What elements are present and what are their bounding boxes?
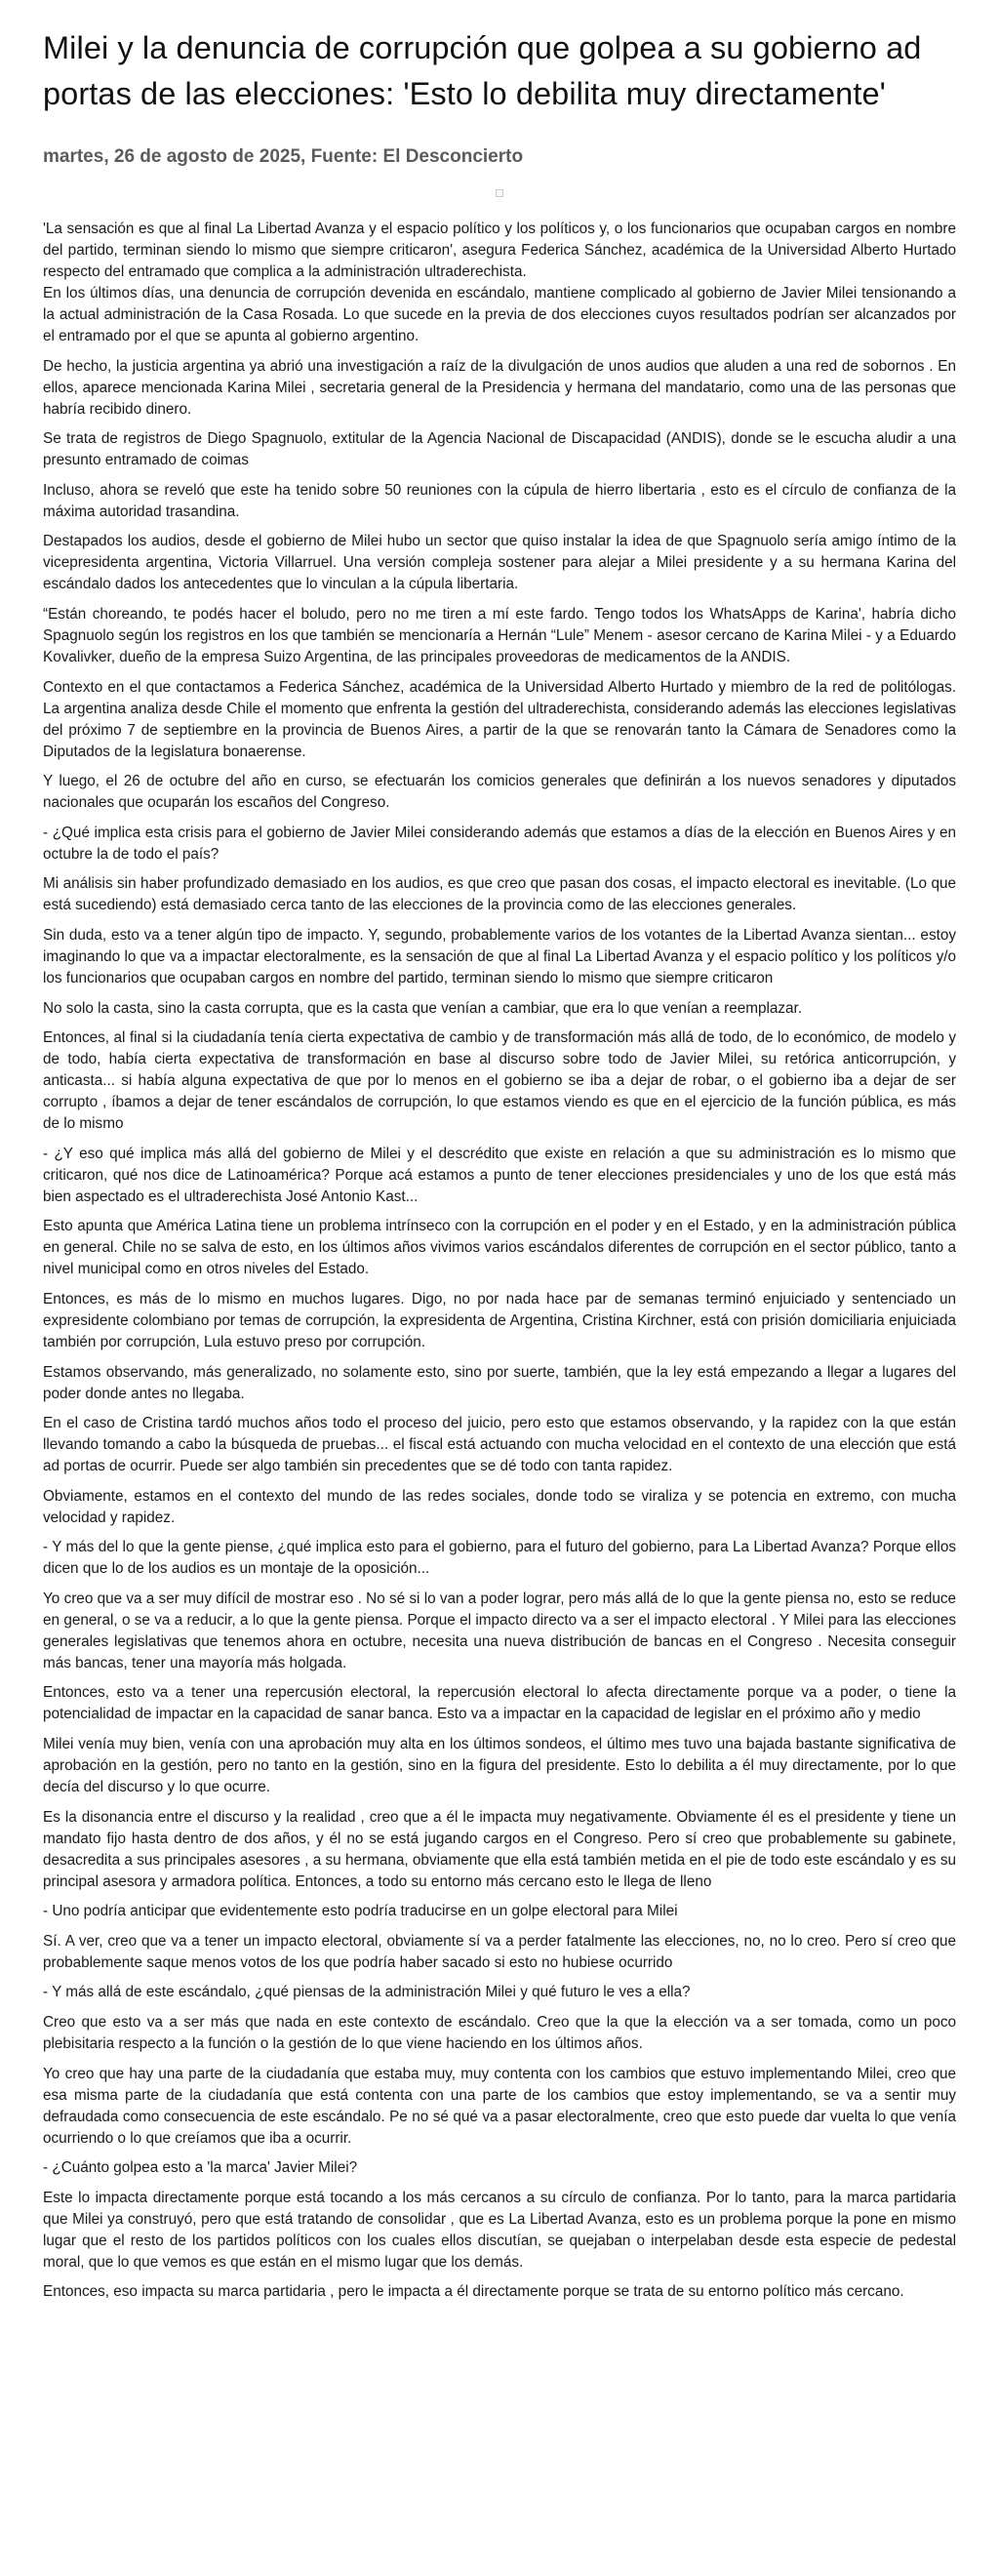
paragraph: Yo creo que hay una parte de la ciudadanía que estaba muy, muy contenta con los cambios que estuvo implementando Milei, creo que esa misma parte de la ciudadanía que está contenta con una parte de los cambios que estoy implementando, se va a sentir muy defraudada como consecuencia de este escándalo. Pe no sé qué va a pasar electoralmente, creo que esto puede dar vuelta lo que venía ocurriendo o lo que creíamos que iba a ocurrir. bbox=[43, 2065, 956, 2147]
paragraph: No solo la casta, sino la casta corrupta, que es la casta que venían a cambiar, que era lo que venían a reemplazar. bbox=[43, 999, 803, 1017]
paragraph: En los últimos días, una denuncia de corrupción devenida en escándalo, mantiene complicado al gobierno de Javier Milei tensionando a la actual administración de la Casa Rosada. Lo que sucede en la previa de dos elecciones cuyos resultados podrían ser alcanzados por el entramado por el que se apunta al gobierno argentino. bbox=[43, 285, 956, 344]
paragraph: Entonces, eso impacta su marca partidaria , pero le impacta a él directamente porque se trata de su entorno político más cercano. bbox=[43, 2283, 904, 2301]
paragraph: Y luego, el 26 de octubre del año en curso, se efectuarán los comicios generales que definirán a los nuevos senadores y diputados nacionales que ocuparán los escaños del Congreso. bbox=[43, 773, 956, 812]
question-paragraph: - Y más allá de este escándalo, ¿qué piensas de la administración Milei y qué futuro le ves a ella? bbox=[43, 1984, 691, 2001]
paragraph: De hecho, la justicia argentina ya abrió una investigación a raíz de la divulgación de unos audios que aluden a una red de sobornos . En ellos, aparece mencionada Karina Milei , secretaria general de la Presidencia y hermana del mandatario, como una de las personas que habría recibido dinero. bbox=[43, 357, 956, 418]
paragraph: Creo que esto va a ser más que nada en este contexto de escándalo. Creo que la que la elección va a ser tomada, como un poco plebisitaria respecto a la función o la gestión de lo que viene haciendo en los últimos años. bbox=[43, 2014, 956, 2053]
publish-date: martes, 26 de agosto de 2025 bbox=[43, 146, 301, 167]
question-paragraph: - Uno podría anticipar que evidentemente esto podría traducirse en un golpe electoral para Milei bbox=[43, 1903, 678, 1920]
paragraph: Yo creo que va a ser muy difícil de mostrar eso . No sé si lo van a poder lograr, pero más allá de lo que la gente piensa no, esto se reduce en general, o se va a reducir, a lo que la gente piensa. Porque el impacto directo va a ser el impacto electoral . Y Milei para las elecciones generales legislativas que tenemos ahora en octubre, necesita una nueva distribución de bancas en el Congreso . Necesita conseguir más bancas, tener una mayoría más holgada. bbox=[43, 1590, 956, 1671]
paragraph: Este lo impacta directamente porque está tocando a los más cercanos a su círculo de confianza. Por lo tanto, para la marca partidaria que Milei ya construyó, pero que está tratando de consolidar , que es La Libertad Avanza, esto es un problema porque la pone en mismo lugar que el resto de los partidos políticos con los cuales ellos discutían, se quejaban o interpelaban desde esta especie de pedestal moral, que lo que vemos es que están en el mismo lugar que los demás. bbox=[43, 2189, 956, 2271]
question-paragraph: - ¿Qué implica esta crisis para el gobierno de Javier Milei considerando además que estamos a días de la elección en Buenos Aires y en octubre la de todo el país? bbox=[43, 824, 956, 863]
paragraph: Estamos observando, más generalizado, no solamente esto, sino por suerte, también, que la ley está empezando a llegar a lugares del poder donde antes no llegaba. bbox=[43, 1363, 956, 1402]
paragraph: Se trata de registros de Diego Spagnuolo, extitular de la Agencia Nacional de Discapacidad (ANDIS), donde se le escucha aludir a una presunto entramado de coimas bbox=[43, 430, 956, 469]
paragraph: 'La sensación es que al final La Libertad Avanza y el espacio político y los políticos y, o los funcionarios que ocupaban cargos en nombre del partido, terminan siendo lo mismo que siempre criticaron', asegura Federica Sánchez, académica de la Universidad Alberto Hurtado respecto del entramado que complica a la administración ultraderechista. bbox=[43, 221, 956, 280]
paragraph: Sí. A ver, creo que va a tener un impacto electoral, obviamente sí va a perder fatalmente las elecciones, no, no lo creo. Pero sí creo que probablemente saque menos votos de los que podría haber sacado si esto no hubiese ocurrido bbox=[43, 1932, 956, 1971]
paragraph: Sin duda, esto va a tener algún tipo de impacto. Y, segundo, probablemente varios de los votantes de la Libertad Avanza sientan... estoy imaginando lo que va a impactar electoralmente, es la sensación de que al final La Libertad Avanza y el espacio político y los políticos y/o los funcionarios que ocupaban cargos en nombre del partido, terminan siendo lo mismo que siempre criticaron bbox=[43, 926, 956, 986]
source-label: Fuente: bbox=[310, 146, 379, 167]
paragraph: Entonces, esto va a tener una repercusión electoral, la repercusión electoral lo afecta directamente porque va a poder, o tiene la potencialidad de impactar en la capacidad de sanar banca. Esto va a impactar en la capacidad de legislar en el próximo año y medio bbox=[43, 1684, 956, 1723]
question-paragraph: - ¿Cuánto golpea esto a 'la marca' Javier Milei? bbox=[43, 2159, 358, 2177]
meta-separator: , bbox=[300, 146, 311, 167]
source-name: El Desconcierto bbox=[382, 146, 524, 167]
article-headline: Milei y la denuncia de corrupción que golpea a su gobierno ad portas de las elecciones: 'Esto lo debilita muy directamente' bbox=[43, 30, 922, 111]
paragraph: Incluso, ahora se reveló que este ha tenido sobre 50 reuniones con la cúpula de hierro libertaria , esto es el círculo de confianza de la máxima autoridad trasandina. bbox=[43, 481, 956, 520]
article bbox=[43, 0, 956, 2303]
paragraph: Destapados los audios, desde el gobierno de Milei hubo un sector que quiso instalar la idea de que Spagnuolo sería amigo íntimo de la vicepresidenta argentina, Victoria Villarruel. Una versión compleja sostener para alejar a Milei presidente y a su hermana Karina del escándalo dados los antecedentes que lo vinculan a la cúpula libertaria. bbox=[43, 533, 956, 593]
article-meta bbox=[43, 146, 956, 168]
paragraph: Esto apunta que América Latina tiene un problema intrínseco con la corrupción en el poder y en el Estado, y en la administración pública en general. Chile no se salva de esto, en los últimos años vivimos varios escándalos diferentes de corrupción en el sector público, tanto a nivel municipal como en otros niveles del Estado. bbox=[43, 1218, 956, 1278]
paragraph: Contexto en el que contactamos a Federica Sánchez, académica de la Universidad Alberto Hurtado y miembro de la red de politólogas. La argentina analiza desde Chile el momento que enfrenta la gestión del ultraderechista, considerando además las elecciones legislativas del próximo 7 de septiembre en la provincia de Buenos Aires, a partir de la que se renovarán tanto la Cámara de Senadores como la Diputados de la legislatura bonaerense. bbox=[43, 678, 956, 760]
image-icon bbox=[496, 189, 503, 197]
paragraph: Es la disonancia entre el discurso y la realidad , creo que a él le impacta muy negativamente. Obviamente él es el presidente y tiene un mandato fijo hasta dentro de dos años, y él no se está jugando cargos en el Congreso. Pero sí creo que probablemente su gabinete, desacredita a sus principales asesores , a su hermana, obviamente que ella está también metida en el pie de todo este escándalo y es su principal asesora y armadora política. Entonces, a todo su entorno más cercano esto le llega de lleno bbox=[43, 1808, 956, 1890]
question-paragraph: - Y más del lo que la gente piense, ¿qué implica esto para el gobierno, para el futuro del gobierno, para La Libertad Avanza? Porque ellos dicen que lo de los audios es un montaje de la oposición... bbox=[43, 1539, 956, 1578]
article-body bbox=[43, 219, 956, 2303]
paragraph: En el caso de Cristina tardó muchos años todo el proceso del juicio, pero esto que estamos observando, y la rapidez con la que están llevando tomando a cabo la búsqueda de pruebas... el fiscal está actuando con mucha velocidad en el contexto de una elección que está ad portas de ocurrir. Puede ser algo también sin precedentes que se dé todo con tanta rapidez. bbox=[43, 1415, 956, 1475]
paragraph: “Están choreando, te podés hacer el boludo, pero no me tiren a mí este fardo. Tengo todos los WhatsApps de Karina', habría dicho Spagnuolo según los registros en los que también se mencionaría a Hernán “Lule” Menem - asesor cercano de Karina Milei - y a Eduardo Kovalivker, dueño de la empresa Suizo Argentina, de las principales proveedoras de medicamentos de la ANDIS. bbox=[43, 605, 956, 665]
question-paragraph: - ¿Y eso qué implica más allá del gobierno de Milei y el descrédito que existe en relación a que su administración es lo mismo que criticaron, qué nos dice de Latinoamérica? Porque acá estamos a punto de tener elecciones presidenciales y uno de los que está más bien aspectado es el ultraderechista José Antonio Kast... bbox=[43, 1145, 956, 1205]
broken-image-icon bbox=[494, 189, 505, 201]
paragraph: Entonces, al final si la ciudadanía tenía cierta expectativa de cambio y de transformación más allá de todo, de lo económico, de modelo y de todo, había cierta expectativa de transformación en base al discurso sobre todo de Javier Milei, su retórica anticorrupción, y anticasta... si había alguna expectativa de que por lo menos en el gobierno se iba a dejar de robar, o el gobierno iba a dejar de ser corrupto , íbamos a dejar de tener escándalos de corrupción, lo que estamos viendo es que en el ejercicio de la función pública, es más de lo mismo bbox=[43, 1029, 956, 1133]
paragraph: Entonces, es más de lo mismo en muchos lugares. Digo, no por nada hace par de semanas terminó enjuiciado y sentenciado un expresidente colombiano por temas de corrupción, la expresidenta de Argentina, Cristina Kirchner, está con prisión domiciliaria enjuiciada también por corrupción, Lula estuvo preso por corrupción. bbox=[43, 1290, 956, 1350]
paragraph: Milei venía muy bien, venía con una aprobación muy alta en los últimos sondeos, el último mes tuvo una bajada bastante significativa de aprobación en la gestión, pero no tanto en la gestión, sino en la figura del presidente. Esto lo debilita a él muy directamente, por lo que decía del discurso y lo que ocurre. bbox=[43, 1736, 956, 1796]
paragraph: Obviamente, estamos en el contexto del mundo de las redes sociales, donde todo se viraliza y se potencia en extremo, con mucha velocidad y rapidez. bbox=[43, 1487, 956, 1526]
paragraph: Mi análisis sin haber profundizado demasiado en los audios, es que creo que pasan dos cosas, el impacto electoral es inevitable. (Lo que está sucediendo) está demasiado cerca tanto de las elecciones de la provincia como de las elecciones generales. bbox=[43, 875, 956, 914]
